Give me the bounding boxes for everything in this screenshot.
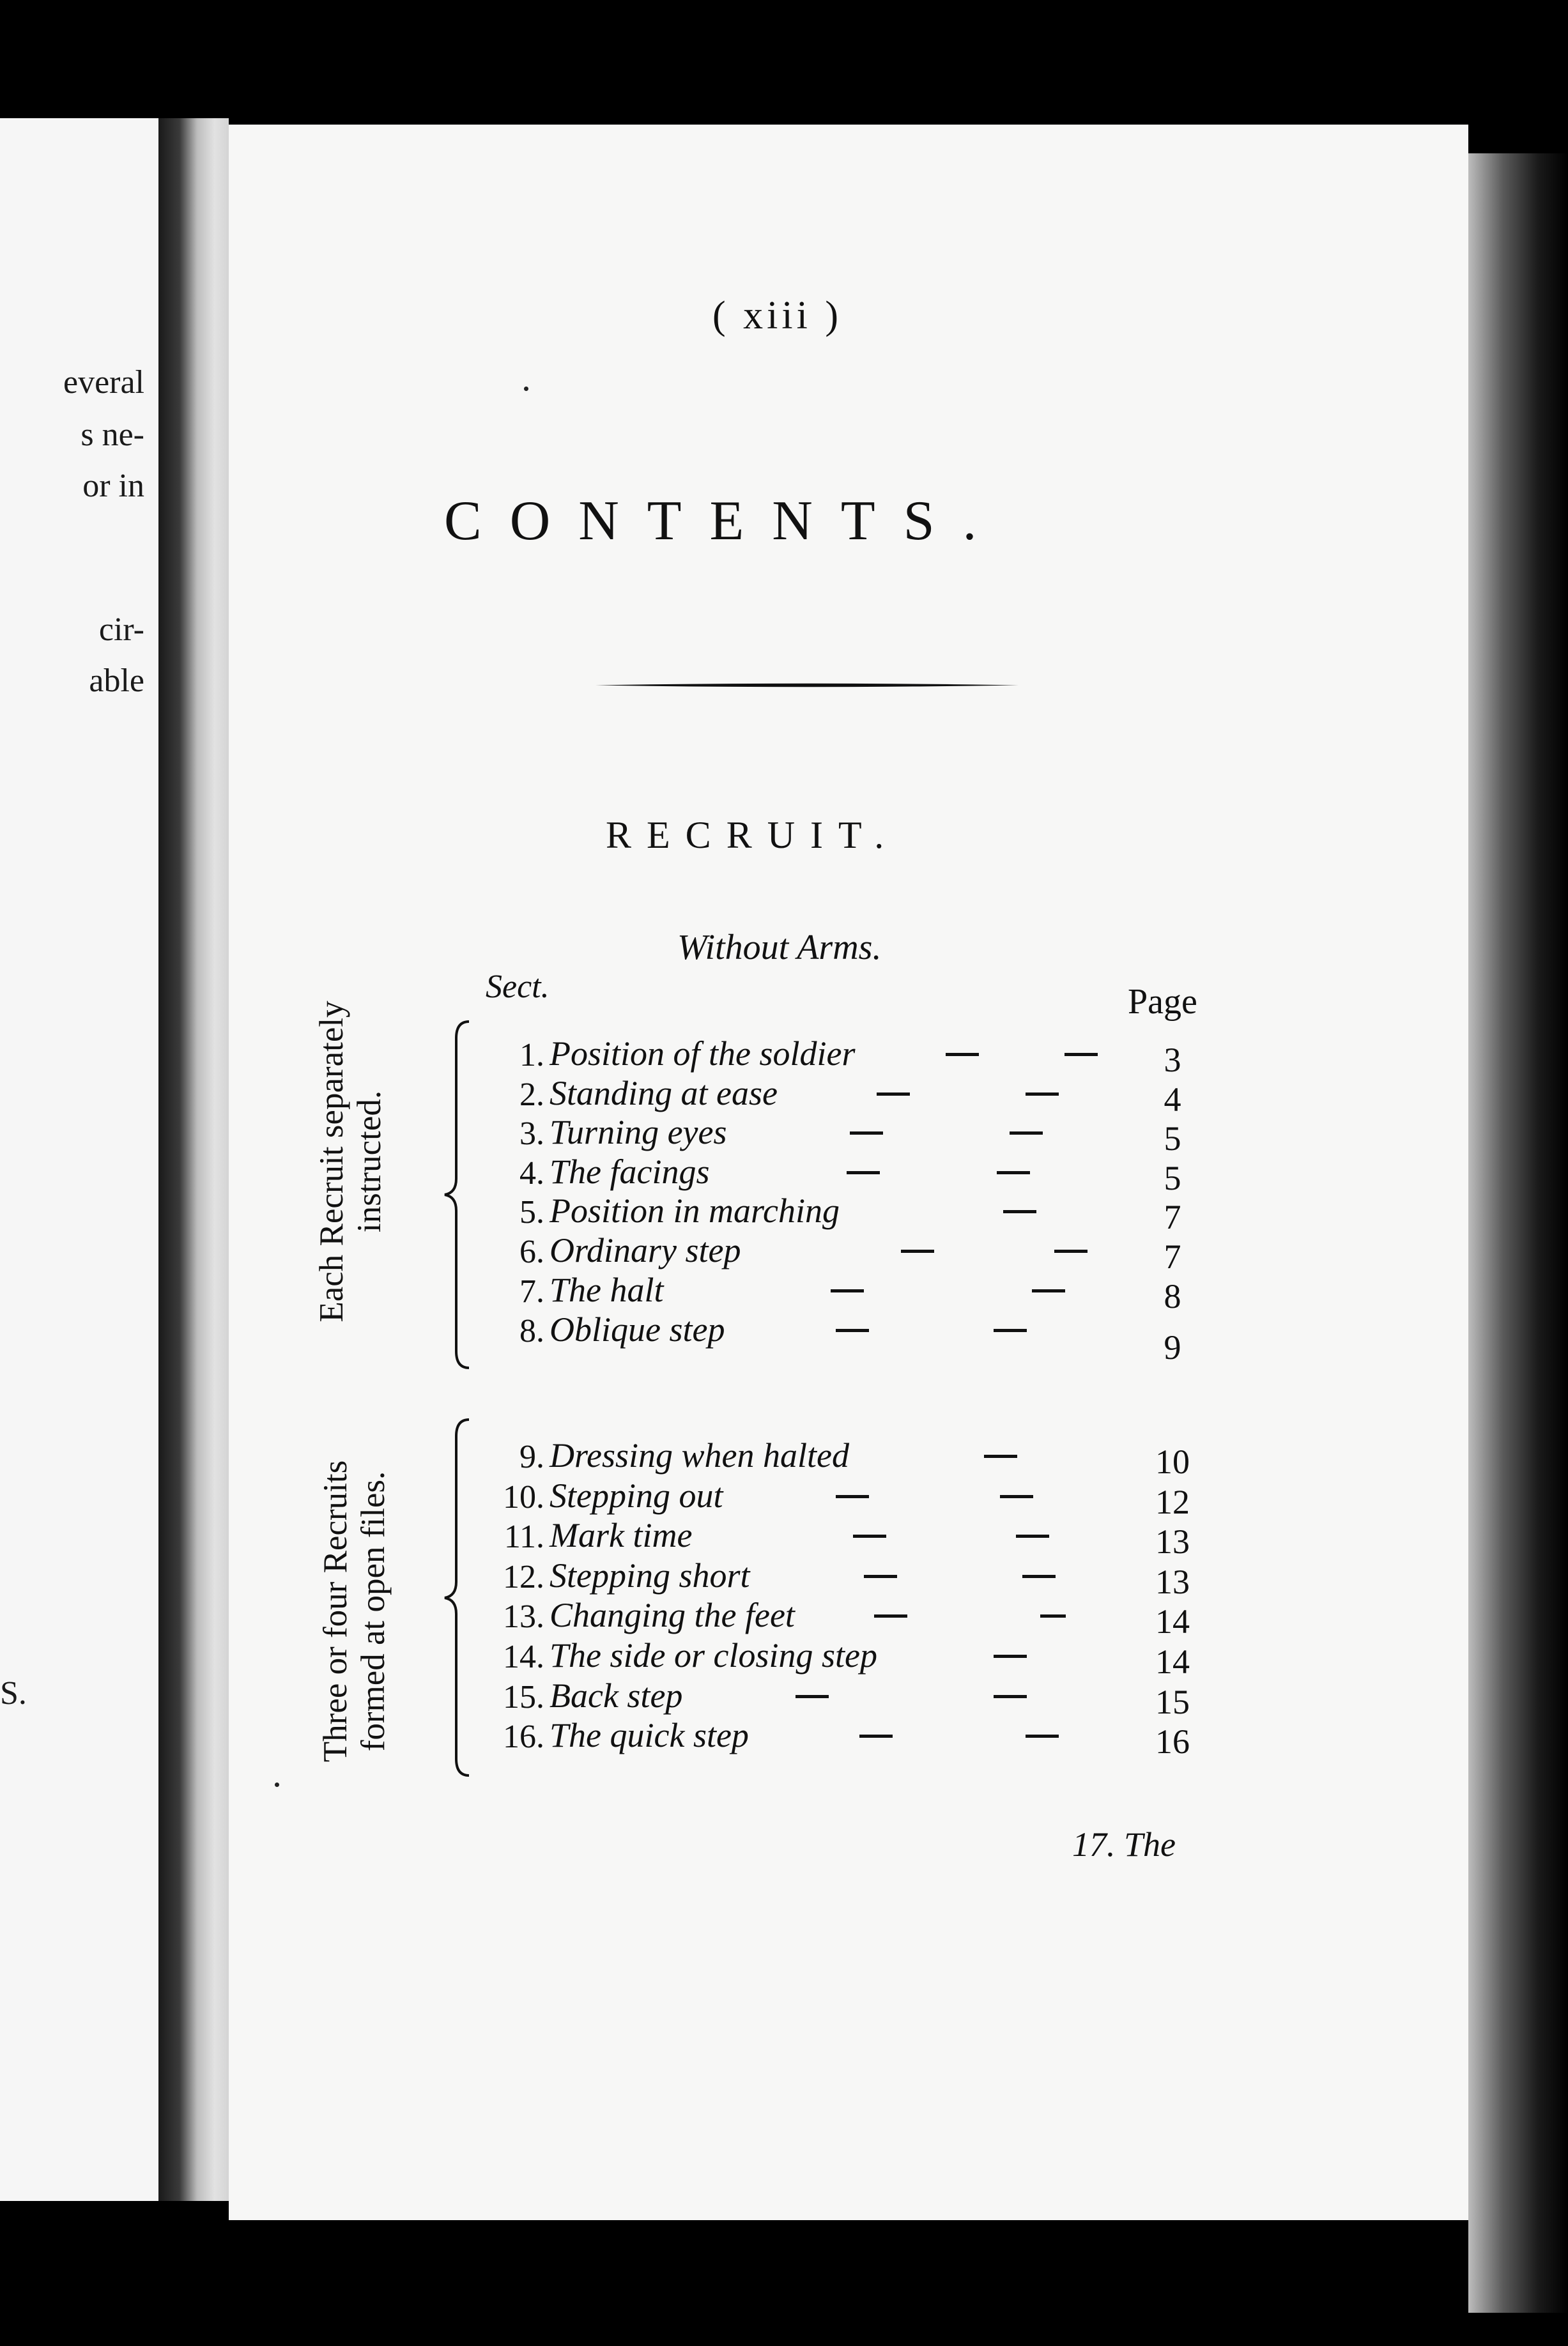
entry-title: Position in marching xyxy=(550,1192,840,1230)
toc-entry[interactable] xyxy=(486,1191,1201,1236)
facing-page-text: cir- xyxy=(98,611,144,648)
leader-dash xyxy=(1010,1131,1043,1135)
toc-entry[interactable] xyxy=(486,1034,1201,1079)
group-label-line: instructed. xyxy=(351,1090,388,1233)
leader-dash xyxy=(994,1695,1027,1698)
leader-dash xyxy=(1054,1250,1088,1253)
entry-page: 3 xyxy=(1164,1041,1181,1079)
toc-entry[interactable] xyxy=(486,1270,1201,1315)
entry-title: Mark time xyxy=(550,1516,693,1554)
entry-number: 6. xyxy=(519,1234,544,1270)
entry-page: 12 xyxy=(1155,1483,1190,1521)
facing-page-text: S. xyxy=(0,1675,27,1712)
page-number: ( xiii ) xyxy=(712,294,842,337)
entry-number: 12. xyxy=(503,1559,544,1595)
toc-entry[interactable] xyxy=(486,1515,1201,1561)
group-label xyxy=(313,976,403,1347)
entry-number: 13. xyxy=(503,1598,544,1635)
entry-number: 2. xyxy=(519,1077,544,1113)
entry-title: Stepping out xyxy=(550,1476,723,1515)
toc-entry[interactable] xyxy=(486,1112,1201,1158)
leader-dash xyxy=(874,1614,907,1618)
entry-number: 15. xyxy=(503,1679,544,1715)
entry-page: 16 xyxy=(1155,1722,1190,1761)
group-brace xyxy=(438,1019,477,1370)
leader-dash xyxy=(1022,1575,1056,1578)
leader-dash xyxy=(1003,1210,1036,1213)
entry-page: 5 xyxy=(1164,1119,1181,1158)
entry-number: 8. xyxy=(519,1313,544,1349)
toc-entry[interactable] xyxy=(486,1715,1201,1761)
entry-page: 13 xyxy=(1155,1563,1190,1601)
toc-entry[interactable] xyxy=(486,1476,1201,1521)
toc-entry[interactable] xyxy=(486,1595,1201,1641)
entry-title: Oblique step xyxy=(550,1310,725,1349)
entry-title: Stepping short xyxy=(550,1556,750,1595)
entry-title: Ordinary step xyxy=(550,1231,741,1269)
entry-page: 4 xyxy=(1164,1080,1181,1119)
leader-dash xyxy=(984,1455,1017,1458)
toc-entry[interactable] xyxy=(486,1676,1201,1721)
leader-dash xyxy=(836,1495,869,1498)
section-title: RECRUIT. xyxy=(606,814,900,856)
entry-title: Dressing when halted xyxy=(550,1436,849,1475)
toc-entry[interactable] xyxy=(486,1636,1201,1681)
leader-dash xyxy=(847,1171,880,1174)
entry-title: Position of the soldier xyxy=(550,1034,856,1073)
leader-dash xyxy=(994,1655,1027,1658)
entry-page: 9 xyxy=(1164,1328,1181,1367)
leader-dash xyxy=(1065,1053,1098,1056)
group-brace xyxy=(438,1417,477,1778)
page-title: CONTENTS. xyxy=(444,490,1005,552)
group-label-line: formed at open files. xyxy=(355,1471,392,1752)
entry-page: 14 xyxy=(1155,1602,1190,1641)
group-label-line: Each Recruit separately xyxy=(313,1000,350,1322)
entry-title: The facings xyxy=(550,1153,710,1191)
entry-page: 13 xyxy=(1155,1522,1190,1561)
group-label-line: Three or four Recruits xyxy=(317,1460,354,1763)
leader-dash xyxy=(997,1171,1030,1174)
entry-title: Back step xyxy=(550,1676,683,1715)
ornamental-rule xyxy=(596,682,1018,688)
entry-number: 14. xyxy=(503,1639,544,1675)
entry-title: Changing the feet xyxy=(550,1596,795,1634)
entry-number: 1. xyxy=(519,1037,544,1073)
entry-number: 3. xyxy=(519,1116,544,1152)
leader-dash xyxy=(853,1535,886,1538)
entry-title: The quick step xyxy=(550,1716,749,1754)
section-column-header: Sect. xyxy=(486,969,550,1005)
entry-page: 10 xyxy=(1155,1443,1190,1481)
subsection-title: Without Arms. xyxy=(677,928,882,967)
entry-title: The halt xyxy=(550,1271,664,1309)
leader-dash xyxy=(831,1289,864,1292)
leader-dash xyxy=(946,1053,979,1056)
entry-number: 11. xyxy=(503,1519,544,1555)
leader-dash xyxy=(994,1329,1027,1332)
leader-dash xyxy=(901,1250,934,1253)
toc-entry[interactable] xyxy=(486,1073,1201,1119)
entry-title: Turning eyes xyxy=(550,1113,727,1151)
facing-page-text: everal xyxy=(63,364,144,401)
leader-dash xyxy=(864,1575,897,1578)
entry-number: 5. xyxy=(519,1194,544,1230)
entry-number: 16. xyxy=(503,1719,544,1755)
entry-page: 5 xyxy=(1164,1159,1181,1197)
leader-dash xyxy=(1016,1535,1049,1538)
toc-entry[interactable] xyxy=(486,1436,1201,1481)
page-column-header: Page xyxy=(1128,982,1197,1022)
entry-page: 14 xyxy=(1155,1643,1190,1681)
leader-dash xyxy=(1032,1289,1065,1292)
facing-page-text: able xyxy=(89,663,144,699)
toc-entry[interactable] xyxy=(486,1152,1201,1197)
catchword: 17. The xyxy=(1072,1825,1176,1864)
entry-page: 8 xyxy=(1164,1277,1181,1315)
entry-number: 10. xyxy=(503,1479,544,1515)
entry-page: 7 xyxy=(1164,1238,1181,1276)
ink-speck xyxy=(524,387,528,391)
entry-number: 9. xyxy=(519,1439,544,1475)
facing-page-text: or in xyxy=(82,468,144,504)
facing-page-text: s ne- xyxy=(81,417,144,453)
entry-title: The side or closing step xyxy=(550,1636,877,1675)
entry-title: Standing at ease xyxy=(550,1074,778,1112)
facing-page xyxy=(0,118,158,2201)
entry-number: 7. xyxy=(519,1273,544,1310)
leader-dash xyxy=(836,1329,869,1332)
toc-entry[interactable] xyxy=(486,1310,1201,1367)
entry-number: 4. xyxy=(519,1155,544,1192)
toc-entry[interactable] xyxy=(486,1230,1201,1276)
toc-entry[interactable] xyxy=(486,1556,1201,1601)
entry-page: 7 xyxy=(1164,1198,1181,1236)
leader-dash xyxy=(859,1735,893,1738)
leader-dash xyxy=(1000,1495,1033,1498)
page-edge-shadow xyxy=(1468,153,1568,2313)
entry-page: 15 xyxy=(1155,1683,1190,1721)
group-label xyxy=(317,1432,406,1790)
leader-dash xyxy=(877,1092,910,1096)
leader-dash xyxy=(850,1131,883,1135)
leader-dash xyxy=(1040,1614,1066,1618)
ink-speck xyxy=(275,1782,279,1787)
book-gutter xyxy=(158,118,229,2201)
leader-dash xyxy=(796,1695,829,1698)
leader-dash xyxy=(1026,1092,1059,1096)
leader-dash xyxy=(1026,1735,1059,1738)
